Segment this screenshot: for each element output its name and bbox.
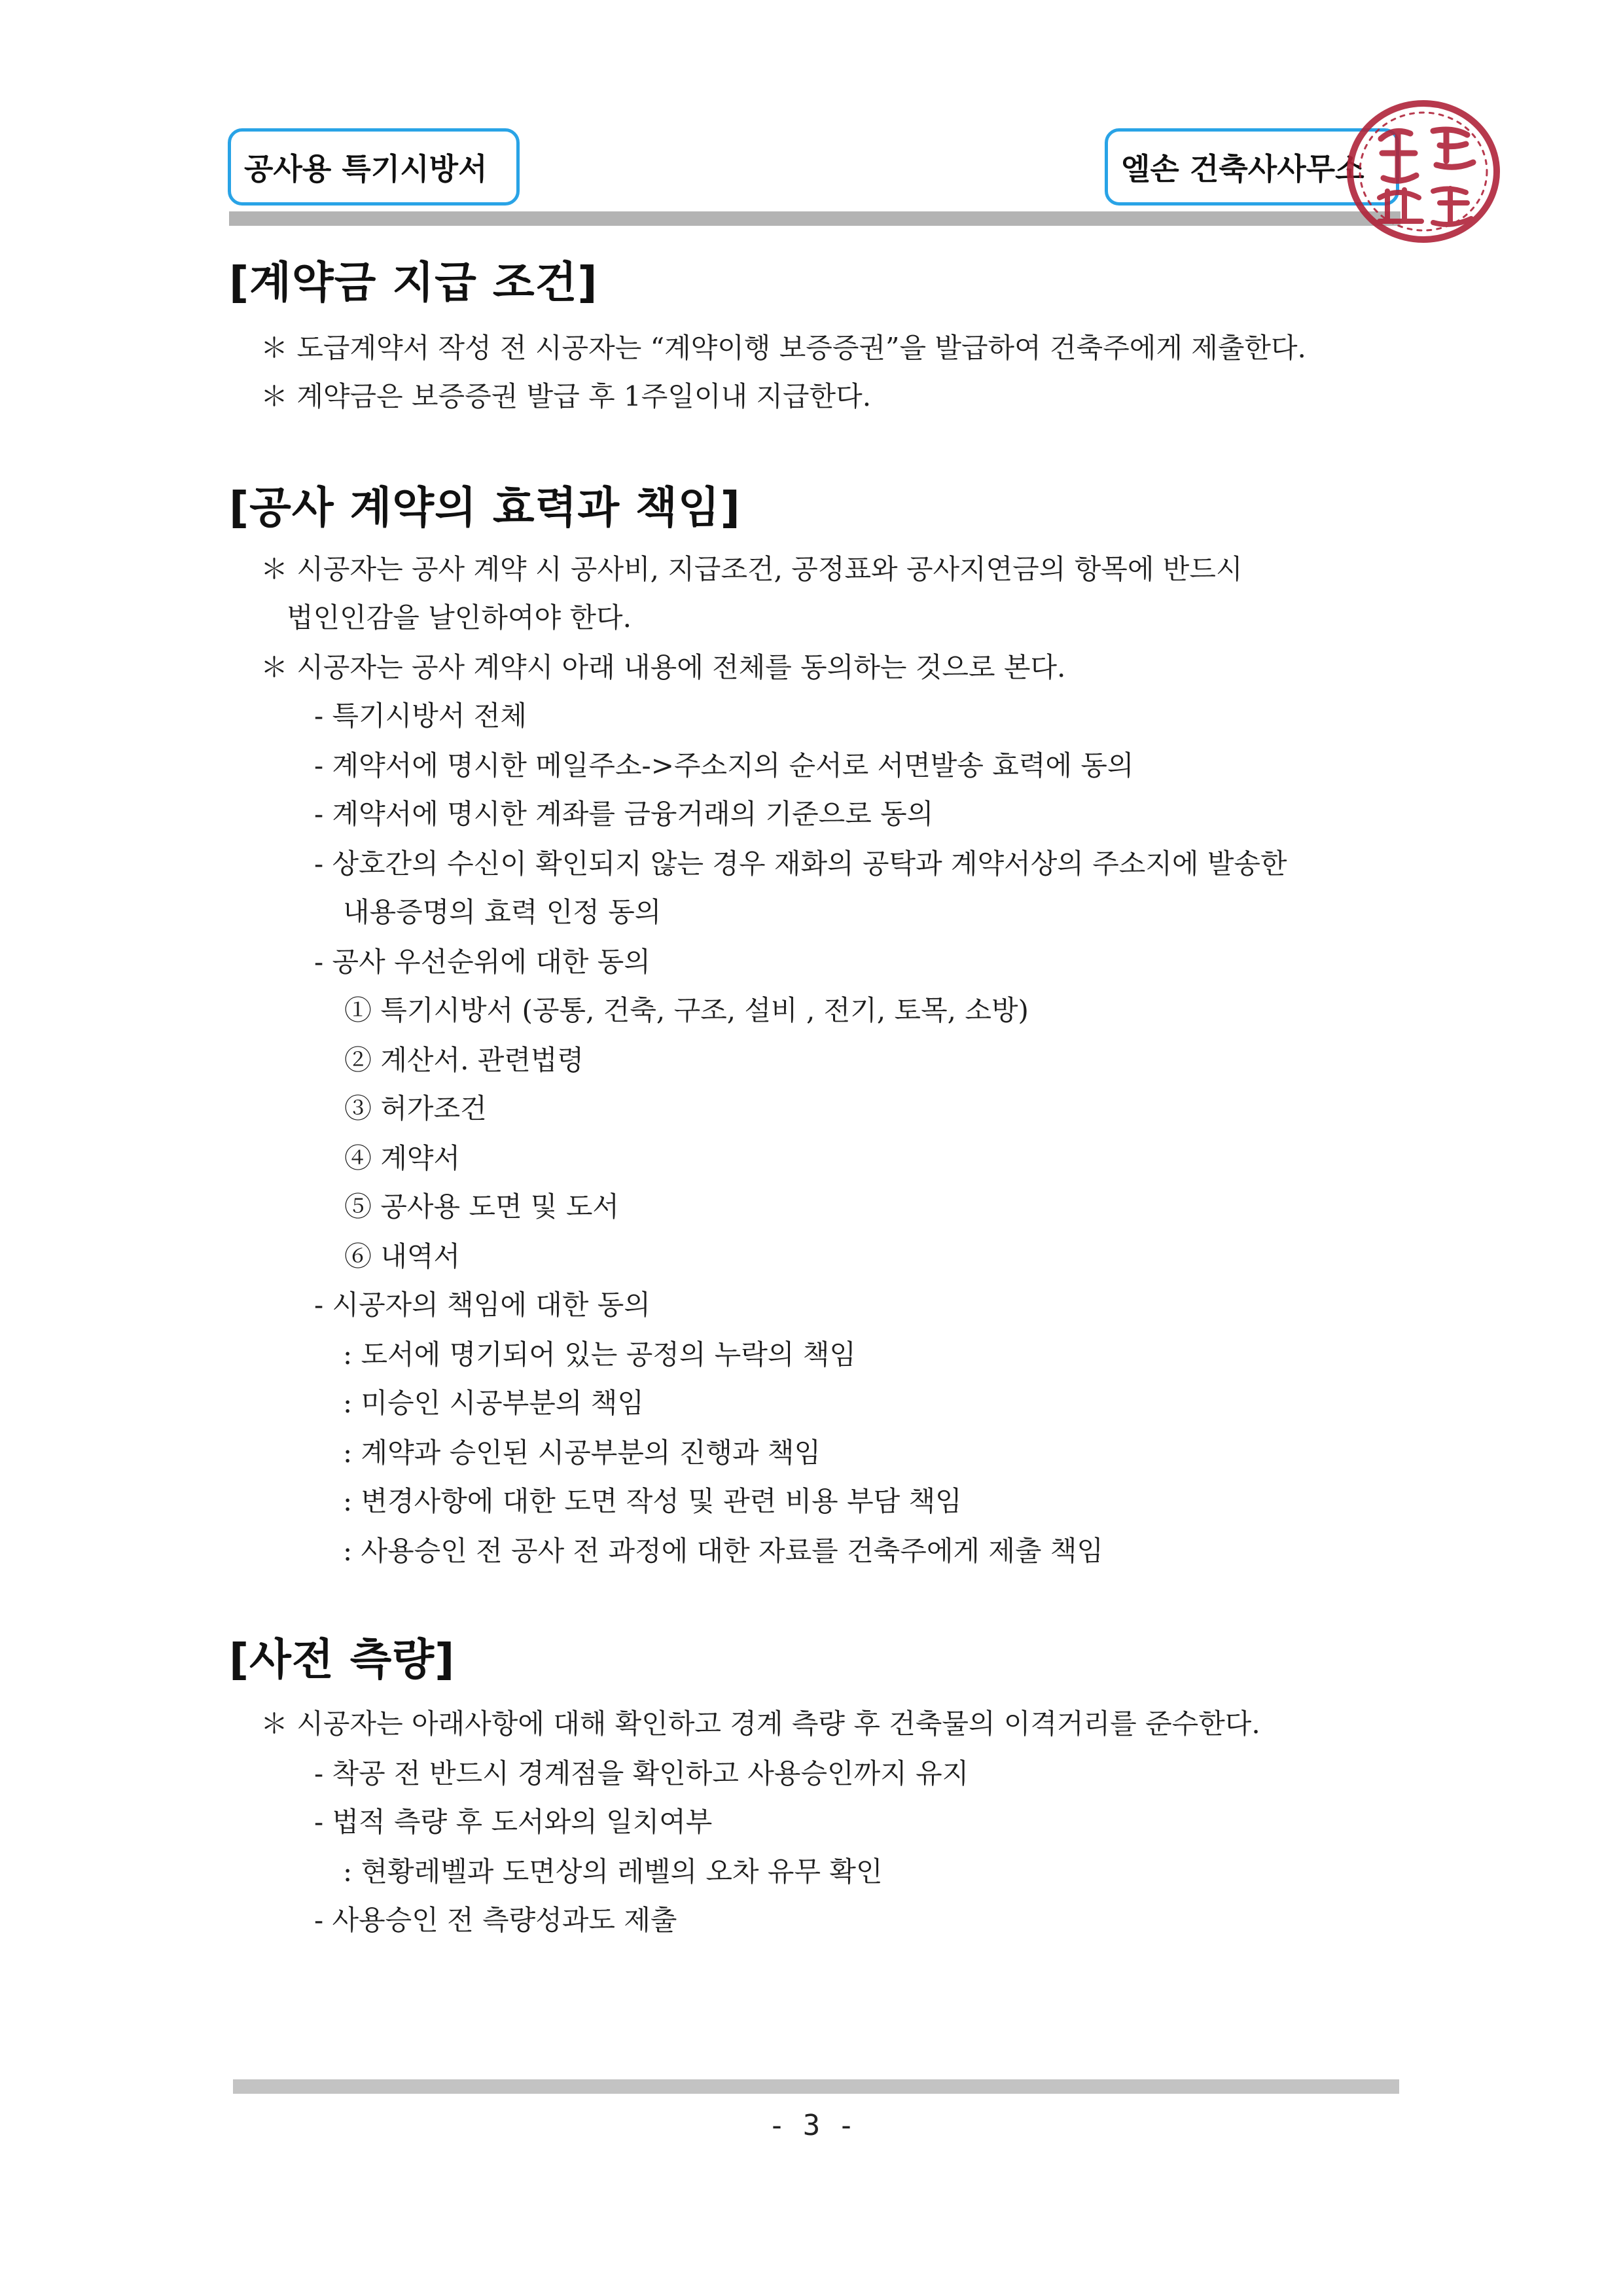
- numbered-item: ② 계산서. 관련법령: [344, 1044, 584, 1076]
- red-seal-stamp-icon: [1342, 93, 1505, 250]
- bullet-line: ＊ 시공자는 공사 계약 시 공사비, 지급조건, 공정표와 공사지연금의 항목에 반드시: [260, 553, 1243, 585]
- numbered-item: ⑤ 공사용 도면 및 도서: [344, 1191, 619, 1223]
- header-document-title: 공사용 특기시방서: [228, 128, 520, 206]
- section-title-contract-deposit: [계약금 지급 조건]: [229, 257, 598, 308]
- page-number: - 3 -: [768, 2109, 855, 2142]
- dash-item: - 착공 전 반드시 경계점을 확인하고 사용승인까지 유지: [314, 1757, 969, 1789]
- numbered-item: ③ 허가조건: [344, 1092, 487, 1124]
- bullet-line: ＊ 시공자는 공사 계약시 아래 내용에 전체를 동의하는 것으로 본다.: [260, 651, 1066, 683]
- bullet-line: ＊ 도급계약서 작성 전 시공자는 “계약이행 보증증권”을 발급하여 건축주에게 제출한다.: [260, 332, 1306, 364]
- numbered-item: ④ 계약서: [344, 1142, 461, 1174]
- dash-item: - 상호간의 수신이 확인되지 않는 경우 재화의 공탁과 계약서상의 주소지에 발송한: [314, 848, 1287, 880]
- colon-item: : 도서에 명기되어 있는 공정의 누락의 책임: [343, 1338, 856, 1371]
- dash-continuation: 내용증명의 효력 인정 동의: [343, 896, 662, 928]
- bullet-line: ＊ 시공자는 아래사항에 대해 확인하고 경계 측량 후 건축물의 이격거리를 준수한다.: [260, 1708, 1260, 1740]
- dash-item: - 법적 측량 후 도서와의 일치여부: [314, 1806, 713, 1838]
- colon-item: : 계약과 승인된 시공부분의 진행과 책임: [343, 1437, 821, 1469]
- colon-item: : 변경사항에 대한 도면 작성 및 관련 비용 부담 책임: [343, 1485, 962, 1517]
- colon-item: : 사용승인 전 공사 전 과정에 대한 자료를 건축주에게 제출 책임: [343, 1535, 1103, 1567]
- dash-item: - 계약서에 명시한 계좌를 금융거래의 기준으로 동의: [314, 798, 934, 830]
- dash-item: - 공사 우선순위에 대한 동의: [314, 946, 651, 978]
- section-title-pre-survey: [사전 측량]: [229, 1634, 455, 1685]
- header-office-name: 엘손 건축사사무소: [1105, 128, 1399, 206]
- dash-item: - 특기시방서 전체: [314, 700, 527, 732]
- bullet-continuation: 법인인감을 날인하여야 한다.: [287, 601, 632, 634]
- numbered-item: ① 특기시방서 (공통, 건축, 구조, 설비 , 전기, 토목, 소방): [344, 994, 1029, 1026]
- footer-divider: [233, 2079, 1399, 2094]
- section-title-contract-effect: [공사 계약의 효력과 책임]: [229, 482, 741, 533]
- numbered-item: ⑥ 내역서: [344, 1240, 461, 1272]
- bullet-line: ＊ 계약금은 보증증권 발급 후 1주일이내 지급한다.: [260, 380, 872, 412]
- dash-item: - 계약서에 명시한 메일주소->주소지의 순서로 서면발송 효력에 동의: [314, 749, 1134, 781]
- header-divider: [229, 211, 1400, 226]
- colon-item: : 현황레벨과 도면상의 레벨의 오차 유무 확인: [343, 1856, 883, 1888]
- dash-item: - 시공자의 책임에 대한 동의: [314, 1289, 651, 1321]
- colon-item: : 미승인 시공부분의 책임: [343, 1387, 644, 1419]
- dash-item: - 사용승인 전 측량성과도 제출: [314, 1904, 677, 1936]
